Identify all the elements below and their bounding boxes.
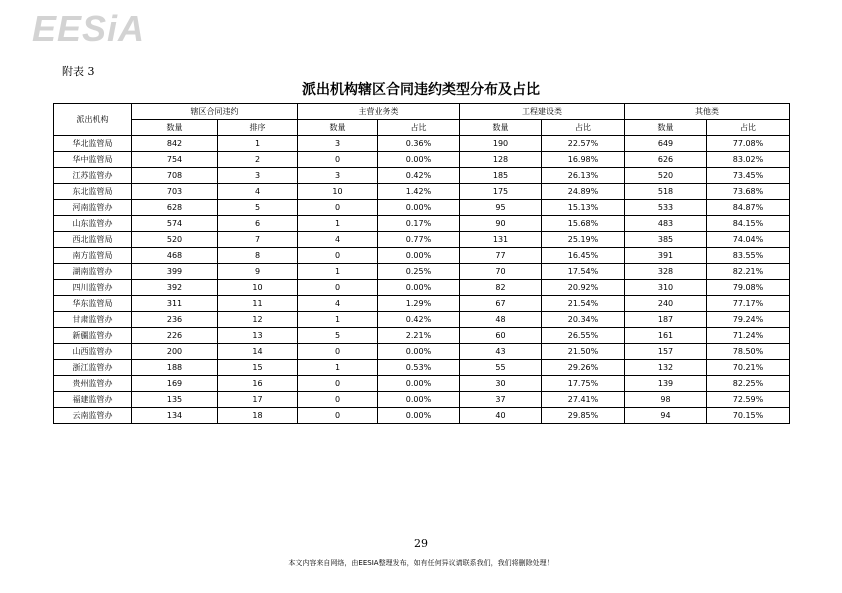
table-cell: 82.21% — [707, 264, 790, 280]
table-cell: 70.15% — [707, 408, 790, 424]
institution-name-cell: 山西监管办 — [54, 344, 132, 360]
table-cell: 0 — [298, 408, 378, 424]
table-cell: 187 — [625, 312, 707, 328]
table-row — [54, 360, 790, 376]
table-cell: 94 — [625, 408, 707, 424]
subheader-cell: 占比 — [378, 120, 460, 136]
institution-name-cell: 江苏监管办 — [54, 168, 132, 184]
table-cell: 626 — [625, 152, 707, 168]
table-cell: 73.68% — [707, 184, 790, 200]
table-row — [54, 408, 790, 424]
table-cell: 26.13% — [542, 168, 625, 184]
table-cell: 10 — [298, 184, 378, 200]
eesia-logo: EESiA — [32, 8, 146, 49]
table-cell: 131 — [460, 232, 542, 248]
table-cell: 0.42% — [378, 168, 460, 184]
table-cell: 77.17% — [707, 296, 790, 312]
table-row — [54, 376, 790, 392]
table-cell: 29.26% — [542, 360, 625, 376]
table-cell: 520 — [625, 168, 707, 184]
table-cell: 60 — [460, 328, 542, 344]
table-cell: 18 — [218, 408, 298, 424]
table-cell: 1 — [298, 360, 378, 376]
group-header-construction: 工程建设类 — [460, 104, 625, 120]
subheader-cell: 数量 — [460, 120, 542, 136]
table-cell: 5 — [298, 328, 378, 344]
table-cell: 7 — [218, 232, 298, 248]
institution-name-cell: 华东监管局 — [54, 296, 132, 312]
table-row — [54, 184, 790, 200]
table-cell: 0 — [298, 200, 378, 216]
table-cell: 185 — [460, 168, 542, 184]
institution-name-cell: 西北监管局 — [54, 232, 132, 248]
table-cell: 3 — [298, 168, 378, 184]
table-cell: 0.36% — [378, 136, 460, 152]
institution-name-cell: 华北监管局 — [54, 136, 132, 152]
table-cell: 13 — [218, 328, 298, 344]
table-cell: 8 — [218, 248, 298, 264]
table-header-row — [54, 104, 790, 120]
table-cell: 649 — [625, 136, 707, 152]
table-cell: 0.00% — [378, 408, 460, 424]
table-row — [54, 168, 790, 184]
violation-type-table — [53, 103, 790, 424]
table-cell: 0 — [298, 248, 378, 264]
table-cell: 134 — [132, 408, 218, 424]
table-cell: 27.41% — [542, 392, 625, 408]
table-row — [54, 152, 790, 168]
institution-name-cell: 河南监管办 — [54, 200, 132, 216]
table-cell: 132 — [625, 360, 707, 376]
table-cell: 70.21% — [707, 360, 790, 376]
footer-note: 本文内容来自网络，由EESIA整理发布，如有任何异议请联系我们，我们将删除处理！ — [288, 559, 554, 567]
institution-name-cell: 云南监管办 — [54, 408, 132, 424]
institution-name-cell: 四川监管办 — [54, 280, 132, 296]
table-cell: 84.15% — [707, 216, 790, 232]
table-cell: 0 — [298, 152, 378, 168]
subheader-cell: 排序 — [218, 120, 298, 136]
subheader-cell: 数量 — [132, 120, 218, 136]
page-number: 29 — [414, 537, 428, 550]
table-cell: 0.00% — [378, 152, 460, 168]
table-cell: 0.00% — [378, 392, 460, 408]
table-cell: 84.87% — [707, 200, 790, 216]
table-cell: 72.59% — [707, 392, 790, 408]
table-cell: 1 — [218, 136, 298, 152]
table-cell: 90 — [460, 216, 542, 232]
subheader-cell: 占比 — [707, 120, 790, 136]
table-cell: 128 — [460, 152, 542, 168]
table-cell: 0.77% — [378, 232, 460, 248]
table-row — [54, 344, 790, 360]
table-cell: 520 — [132, 232, 218, 248]
table-cell: 25.19% — [542, 232, 625, 248]
group-header-main-business: 主营业务类 — [298, 104, 460, 120]
institution-name-cell: 贵州监管办 — [54, 376, 132, 392]
table-cell: 43 — [460, 344, 542, 360]
table-cell: 16.98% — [542, 152, 625, 168]
table-cell: 95 — [460, 200, 542, 216]
subheader-cell: 占比 — [542, 120, 625, 136]
subheader-cell: 数量 — [625, 120, 707, 136]
table-cell: 71.24% — [707, 328, 790, 344]
table-cell: 2 — [218, 152, 298, 168]
table-cell: 1.42% — [378, 184, 460, 200]
table-cell: 10 — [218, 280, 298, 296]
table-cell: 5 — [218, 200, 298, 216]
table-cell: 157 — [625, 344, 707, 360]
table-cell: 98 — [625, 392, 707, 408]
institution-name-cell: 浙江监管办 — [54, 360, 132, 376]
institution-name-cell: 南方监管局 — [54, 248, 132, 264]
table-cell: 842 — [132, 136, 218, 152]
table-cell: 4 — [218, 184, 298, 200]
table-cell: 82.25% — [707, 376, 790, 392]
table-cell: 200 — [132, 344, 218, 360]
table-cell: 77.08% — [707, 136, 790, 152]
table-row — [54, 248, 790, 264]
group-header-other: 其他类 — [625, 104, 790, 120]
table-cell: 236 — [132, 312, 218, 328]
table-cell: 240 — [625, 296, 707, 312]
table-cell: 14 — [218, 344, 298, 360]
table-cell: 15 — [218, 360, 298, 376]
table-row — [54, 392, 790, 408]
table-cell: 16 — [218, 376, 298, 392]
table-cell: 0.42% — [378, 312, 460, 328]
table-cell: 0 — [298, 392, 378, 408]
table-cell: 310 — [625, 280, 707, 296]
table-row — [54, 200, 790, 216]
table-cell: 17 — [218, 392, 298, 408]
table-body — [54, 136, 790, 424]
table-cell: 12 — [218, 312, 298, 328]
table-cell: 22.57% — [542, 136, 625, 152]
table-cell: 74.04% — [707, 232, 790, 248]
table-cell: 190 — [460, 136, 542, 152]
table-cell: 9 — [218, 264, 298, 280]
table-cell: 30 — [460, 376, 542, 392]
institution-name-cell: 东北监管局 — [54, 184, 132, 200]
subheader-cell: 数量 — [298, 120, 378, 136]
table-cell: 399 — [132, 264, 218, 280]
table-cell: 79.08% — [707, 280, 790, 296]
institution-name-cell: 山东监管办 — [54, 216, 132, 232]
table-cell: 518 — [625, 184, 707, 200]
table-cell: 3 — [218, 168, 298, 184]
table-cell: 79.24% — [707, 312, 790, 328]
table-cell: 4 — [298, 296, 378, 312]
table-cell: 188 — [132, 360, 218, 376]
table-row — [54, 312, 790, 328]
table-row — [54, 280, 790, 296]
table-cell: 574 — [132, 216, 218, 232]
table-cell: 17.75% — [542, 376, 625, 392]
table-cell: 83.02% — [707, 152, 790, 168]
table-cell: 0.00% — [378, 280, 460, 296]
table-cell: 4 — [298, 232, 378, 248]
table-cell: 29.85% — [542, 408, 625, 424]
table-row — [54, 136, 790, 152]
table-cell: 67 — [460, 296, 542, 312]
table-row — [54, 232, 790, 248]
table-cell: 533 — [625, 200, 707, 216]
table-cell: 628 — [132, 200, 218, 216]
table-cell: 1 — [298, 216, 378, 232]
table-cell: 754 — [132, 152, 218, 168]
table-cell: 21.54% — [542, 296, 625, 312]
table-cell: 16.45% — [542, 248, 625, 264]
table-cell: 226 — [132, 328, 218, 344]
table-cell: 82 — [460, 280, 542, 296]
table-cell: 83.55% — [707, 248, 790, 264]
table-cell: 161 — [625, 328, 707, 344]
table-cell: 468 — [132, 248, 218, 264]
table-cell: 55 — [460, 360, 542, 376]
table-cell: 169 — [132, 376, 218, 392]
table-row — [54, 296, 790, 312]
table-cell: 1.29% — [378, 296, 460, 312]
table-cell: 3 — [298, 136, 378, 152]
table-row — [54, 216, 790, 232]
table-cell: 0.25% — [378, 264, 460, 280]
table-cell: 21.50% — [542, 344, 625, 360]
table-cell: 6 — [218, 216, 298, 232]
table-cell: 703 — [132, 184, 218, 200]
table-cell: 17.54% — [542, 264, 625, 280]
institution-name-cell: 甘肃监管办 — [54, 312, 132, 328]
table-cell: 0.00% — [378, 200, 460, 216]
table-cell: 0.53% — [378, 360, 460, 376]
table-cell: 391 — [625, 248, 707, 264]
table-cell: 311 — [132, 296, 218, 312]
group-header-total: 辖区合同违约 — [132, 104, 298, 120]
table-cell: 483 — [625, 216, 707, 232]
table-cell: 0.00% — [378, 344, 460, 360]
table-cell: 2.21% — [378, 328, 460, 344]
table-cell: 24.89% — [542, 184, 625, 200]
table-cell: 1 — [298, 264, 378, 280]
table-cell: 175 — [460, 184, 542, 200]
table-cell: 0.00% — [378, 248, 460, 264]
institution-name-cell: 福建监管办 — [54, 392, 132, 408]
table-cell: 0 — [298, 376, 378, 392]
table-cell: 26.55% — [542, 328, 625, 344]
table-cell: 135 — [132, 392, 218, 408]
table-subheader-row — [54, 120, 790, 136]
table-cell: 15.68% — [542, 216, 625, 232]
table-cell: 0 — [298, 280, 378, 296]
institution-name-cell: 华中监管局 — [54, 152, 132, 168]
table-cell: 392 — [132, 280, 218, 296]
institution-column-header: 派出机构 — [54, 104, 132, 136]
table-cell: 139 — [625, 376, 707, 392]
table-cell: 20.34% — [542, 312, 625, 328]
table-cell: 73.45% — [707, 168, 790, 184]
institution-name-cell: 湖南监管办 — [54, 264, 132, 280]
table-cell: 328 — [625, 264, 707, 280]
table-cell: 40 — [460, 408, 542, 424]
table-cell: 70 — [460, 264, 542, 280]
table-cell: 0 — [298, 344, 378, 360]
table-cell: 48 — [460, 312, 542, 328]
table-cell: 15.13% — [542, 200, 625, 216]
table-cell: 0.17% — [378, 216, 460, 232]
table-row — [54, 328, 790, 344]
document-title: 派出机构辖区合同违约类型分布及占比 — [302, 82, 540, 98]
appendix-label: 附表 3 — [62, 65, 95, 78]
table-cell: 11 — [218, 296, 298, 312]
table-cell: 1 — [298, 312, 378, 328]
table-row — [54, 264, 790, 280]
table-cell: 708 — [132, 168, 218, 184]
table-cell: 78.50% — [707, 344, 790, 360]
institution-name-cell: 新疆监管办 — [54, 328, 132, 344]
table-cell: 77 — [460, 248, 542, 264]
table-cell: 0.00% — [378, 376, 460, 392]
table-cell: 385 — [625, 232, 707, 248]
table-cell: 20.92% — [542, 280, 625, 296]
table-cell: 37 — [460, 392, 542, 408]
